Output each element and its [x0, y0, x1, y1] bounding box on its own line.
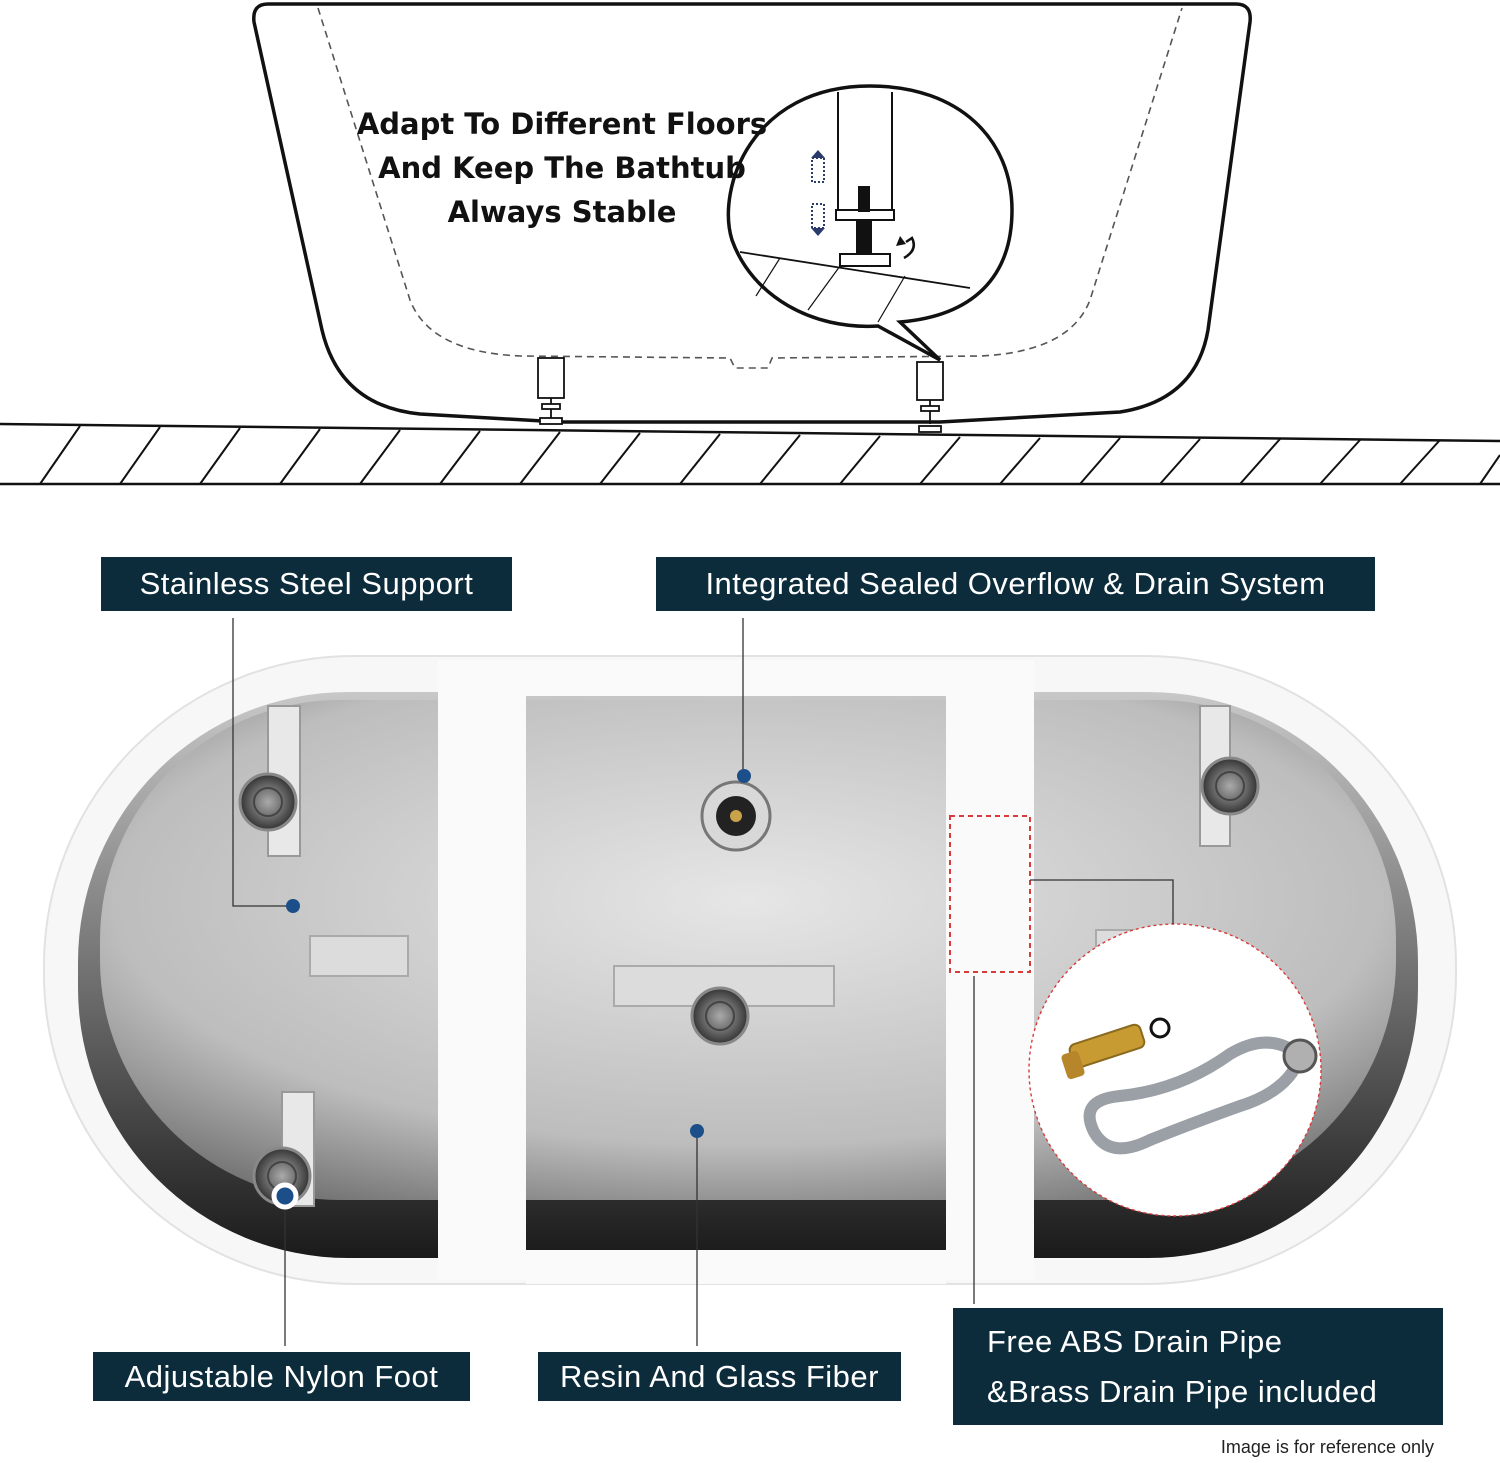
diagram-caption-line-3: Always Stable [447, 195, 677, 229]
crossbar-left [438, 660, 526, 1280]
marker-dot-resin [690, 1124, 704, 1138]
marker-dot-foot [274, 1185, 296, 1207]
reference-note: Image is for reference only [1220, 1437, 1434, 1457]
crossbar-right [946, 660, 1034, 1280]
diagram-caption-line-2: And Keep The Bathtub [378, 151, 746, 185]
label-adjustable-nylon-foot: Adjustable Nylon Foot [93, 1352, 470, 1401]
label-resin-glass-fiber: Resin And Glass Fiber [538, 1352, 901, 1401]
marker-dot-overflow [737, 769, 751, 783]
label-drain-pipe-line-1: Free ABS Drain Pipe [987, 1323, 1283, 1359]
diagram-caption-line-1: Adapt To Different Floors [356, 107, 768, 141]
label-stainless-steel-support: Stainless Steel Support [101, 557, 512, 611]
marker-dot-support [286, 899, 300, 913]
drain-pipe-inset [1029, 924, 1321, 1216]
label-overflow-drain-system: Integrated Sealed Overflow & Drain System [656, 557, 1375, 611]
label-drain-pipe-included [953, 1308, 1443, 1425]
label-drain-pipe-line-2: &Brass Drain Pipe included [987, 1373, 1378, 1409]
drain-outlet [702, 782, 770, 850]
